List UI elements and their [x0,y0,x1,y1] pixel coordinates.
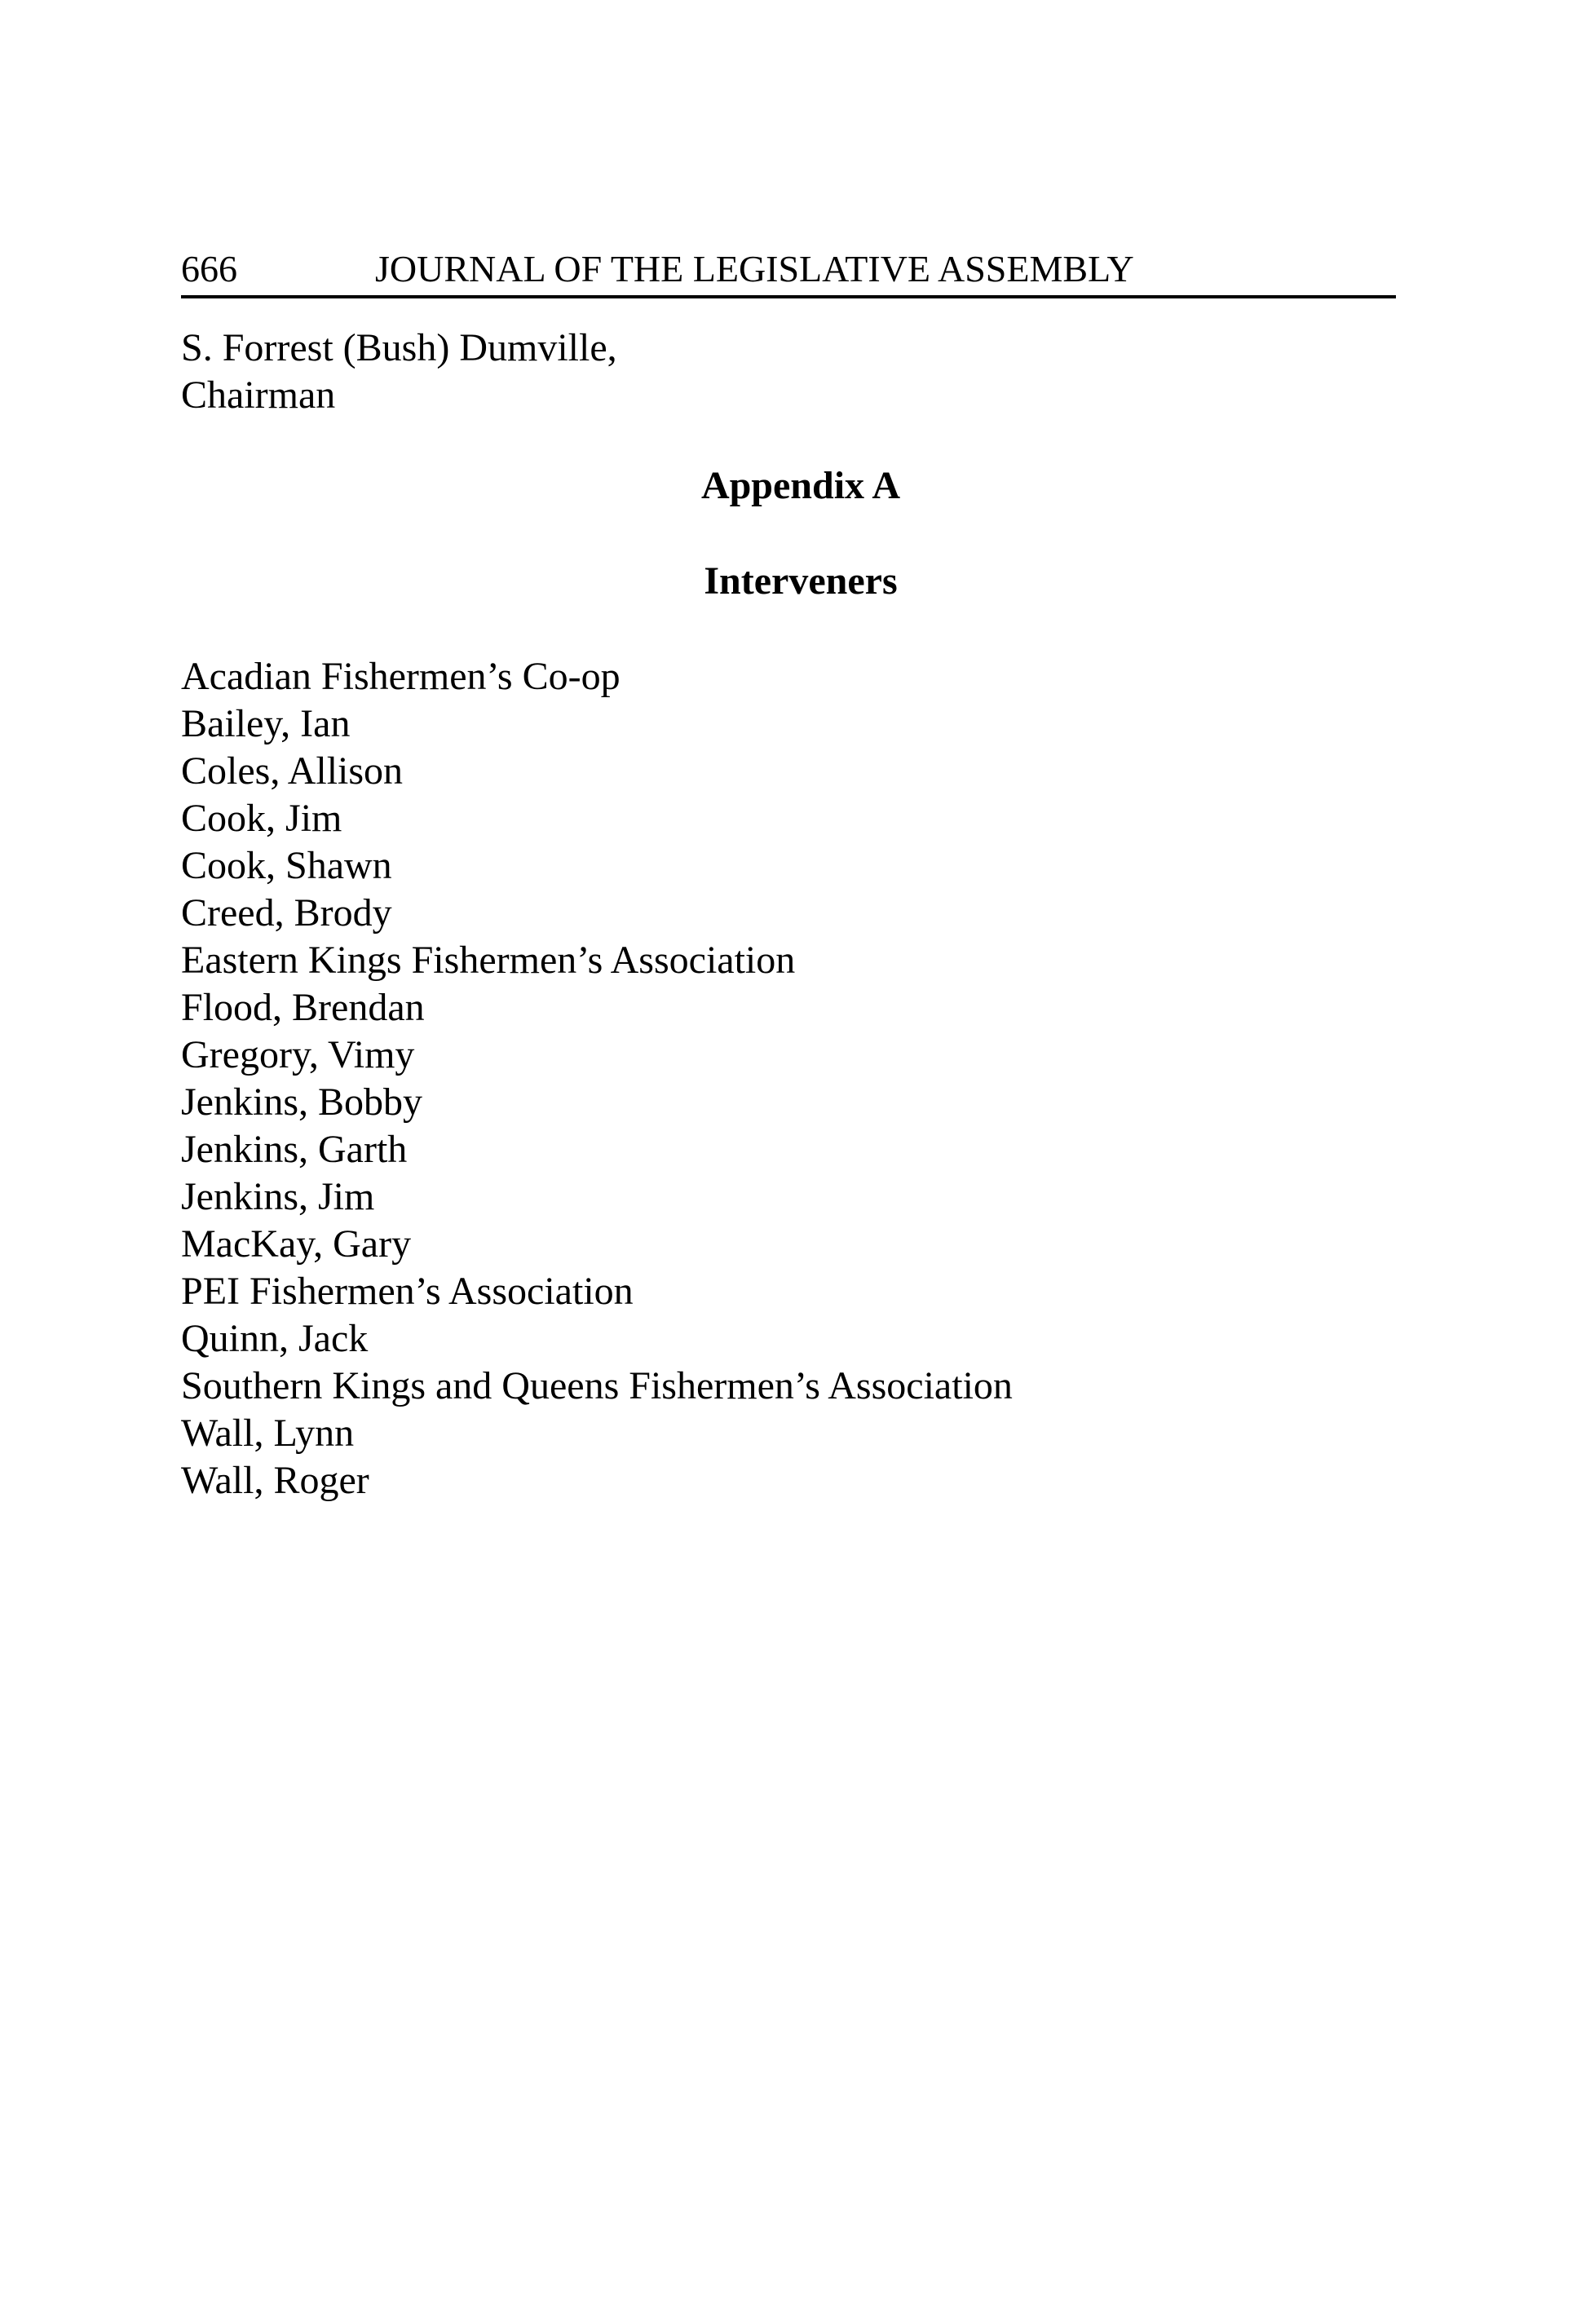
intervener-item: Jenkins, Garth [181,1128,408,1171]
intervener-item: Coles, Allison [181,749,404,793]
intervener-item: PEI Fishermen’s Association [181,1270,634,1313]
signatory-name: S. Forrest (Bush) Dumville, [181,326,617,369]
appendix-subtitle: Interveners [704,559,898,603]
intervener-item: Creed, Brody [181,891,392,934]
intervener-item: Bailey, Ian [181,702,351,745]
intervener-item: Quinn, Jack [181,1317,369,1360]
signature-block [181,325,617,419]
page-number: 666 [181,248,237,289]
journal-title: JOURNAL OF THE LEGISLATIVE ASSEMBLY [375,248,1134,289]
intervener-item: Wall, Lynn [181,1412,355,1455]
intervener-item: Southern Kings and Queens Fishermen’s Association [181,1364,1013,1407]
intervener-item: Acadian Fishermen’s Co-op [181,655,621,698]
intervener-item: Flood, Brendan [181,986,425,1029]
intervener-item: Jenkins, Bobby [181,1080,423,1124]
intervener-item: Cook, Jim [181,797,342,840]
running-header [181,246,1396,298]
intervener-item: Eastern Kings Fishermen’s Association [181,939,796,982]
intervener-list [181,653,1013,1504]
intervener-item: Cook, Shawn [181,844,392,887]
appendix-title: Appendix A [700,464,901,507]
signatory-title: Chairman [181,373,336,417]
intervener-item: Jenkins, Jim [181,1175,375,1218]
intervener-item: Gregory, Vimy [181,1033,415,1076]
intervener-item: MacKay, Gary [181,1222,412,1266]
intervener-item: Wall, Roger [181,1459,369,1502]
